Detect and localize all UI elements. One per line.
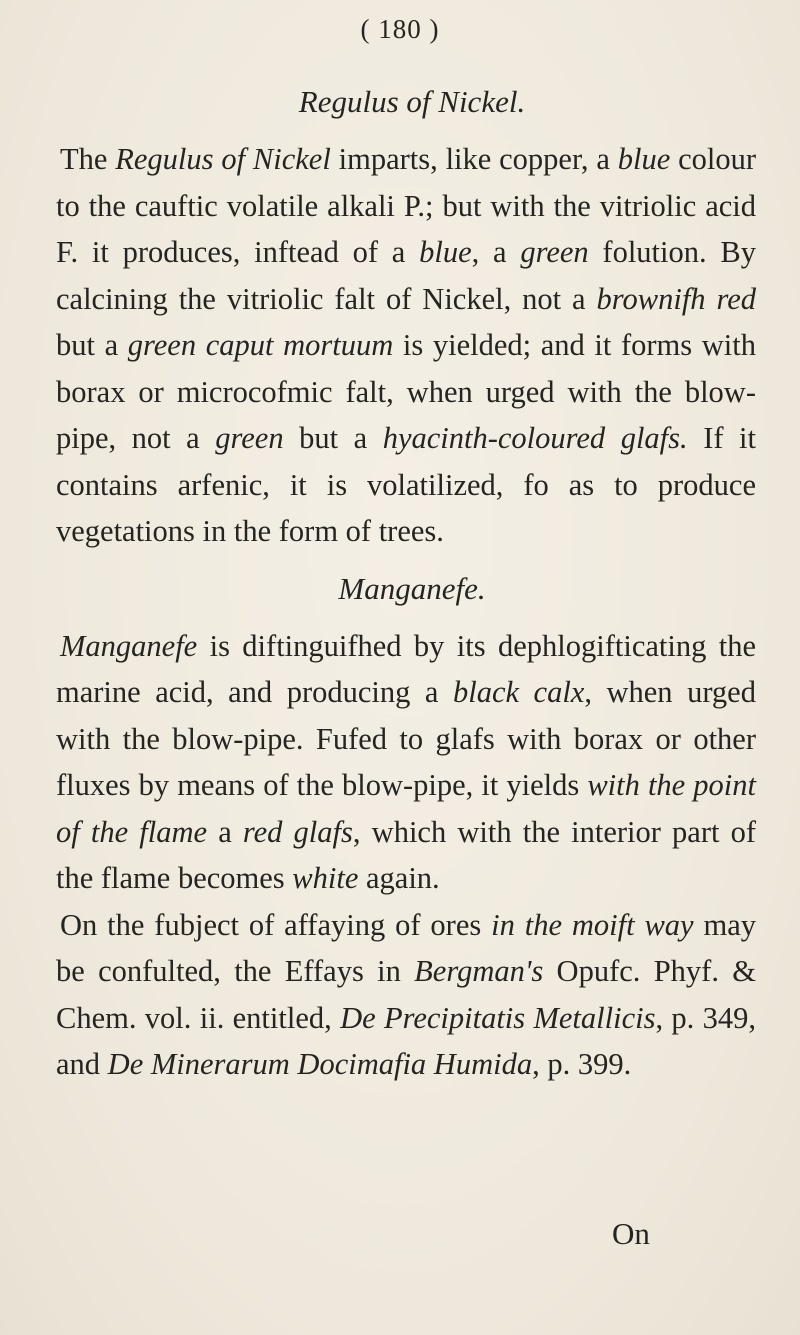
text-run: , which with the interior part of the flame becomes xyxy=(56,814,757,895)
italic-text-run: De Minerarum Docimafia Humida xyxy=(107,1047,533,1081)
text-run: is yielded; and it forms with borax or microcofmic falt, when urged with the blow-pipe, not a xyxy=(56,328,756,455)
text-run: , p. 399. xyxy=(532,1047,632,1081)
italic-text-run: green xyxy=(520,235,589,269)
text-run: If it contains arfenic, it is volatilized, fo as to produce vegetations in the form of trees. xyxy=(56,421,756,548)
section-title-manganese: Manganefe. xyxy=(338,570,486,606)
paragraph-manganese xyxy=(56,623,756,902)
text-run: , a xyxy=(471,235,521,269)
italic-text-run: white xyxy=(292,861,359,895)
text-run: colour to the cauftic volatile alkali P.; but with the vitriolic acid F. it produces, inftead of a xyxy=(56,142,756,269)
catchword: On xyxy=(612,1216,650,1251)
italic-text-run: hyacinth-coloured glafs. xyxy=(382,421,688,455)
italic-text-run: red glafs xyxy=(242,814,353,849)
text-run: is diftinguifhed by its dephlogifticating the marine acid, and producing a xyxy=(56,628,756,709)
text-run: but a xyxy=(283,421,383,455)
italic-text-run: De Precipitatis Metallicis xyxy=(340,1000,656,1035)
text-run: a xyxy=(207,814,243,849)
text-run: but a xyxy=(56,328,128,362)
italic-text-run: brownifh red xyxy=(596,281,756,316)
italic-text-run: black calx xyxy=(452,675,585,709)
italic-text-run: Bergman's xyxy=(414,954,544,988)
text-run: imparts, like copper, a xyxy=(330,142,618,176)
paragraph-assaying xyxy=(56,902,756,1088)
text-run: , p. 349, and xyxy=(56,1000,757,1081)
text-run: , when urged with the blow-pipe. Fufed to glafs with borax or other fluxes by means of the blow-pipe, it yields xyxy=(56,675,756,802)
text-run: The xyxy=(60,142,116,176)
italic-text-run: blue xyxy=(617,142,671,176)
section-spacer xyxy=(56,555,756,569)
italic-text-run: green caput mortuum xyxy=(127,328,394,362)
italic-text-run: Regulus of Nickel xyxy=(115,142,331,176)
section-title-nickel: Regulus of Nickel. xyxy=(298,84,526,119)
italic-text-run: in the moift way xyxy=(491,907,694,942)
text-run: again. xyxy=(358,861,440,895)
text-run: may be confulted, the Effays in xyxy=(56,907,756,988)
text-block xyxy=(56,82,756,1088)
italic-text-run: with the point of the flame xyxy=(56,768,756,849)
text-run: folution. By calcining the vitriolic falt of Nickel, not a xyxy=(56,235,756,316)
text-run: On the fubject of affaying of ores xyxy=(60,907,492,942)
italic-text-run: Manganefe xyxy=(60,628,198,663)
page-number: ( 180 ) xyxy=(360,14,440,44)
paragraph-nickel xyxy=(56,136,756,555)
italic-text-run: blue xyxy=(419,235,472,269)
text-run: Opufc. Phyf. & Chem. vol. ii. entitled, xyxy=(56,954,756,1035)
italic-text-run: green xyxy=(215,421,284,455)
